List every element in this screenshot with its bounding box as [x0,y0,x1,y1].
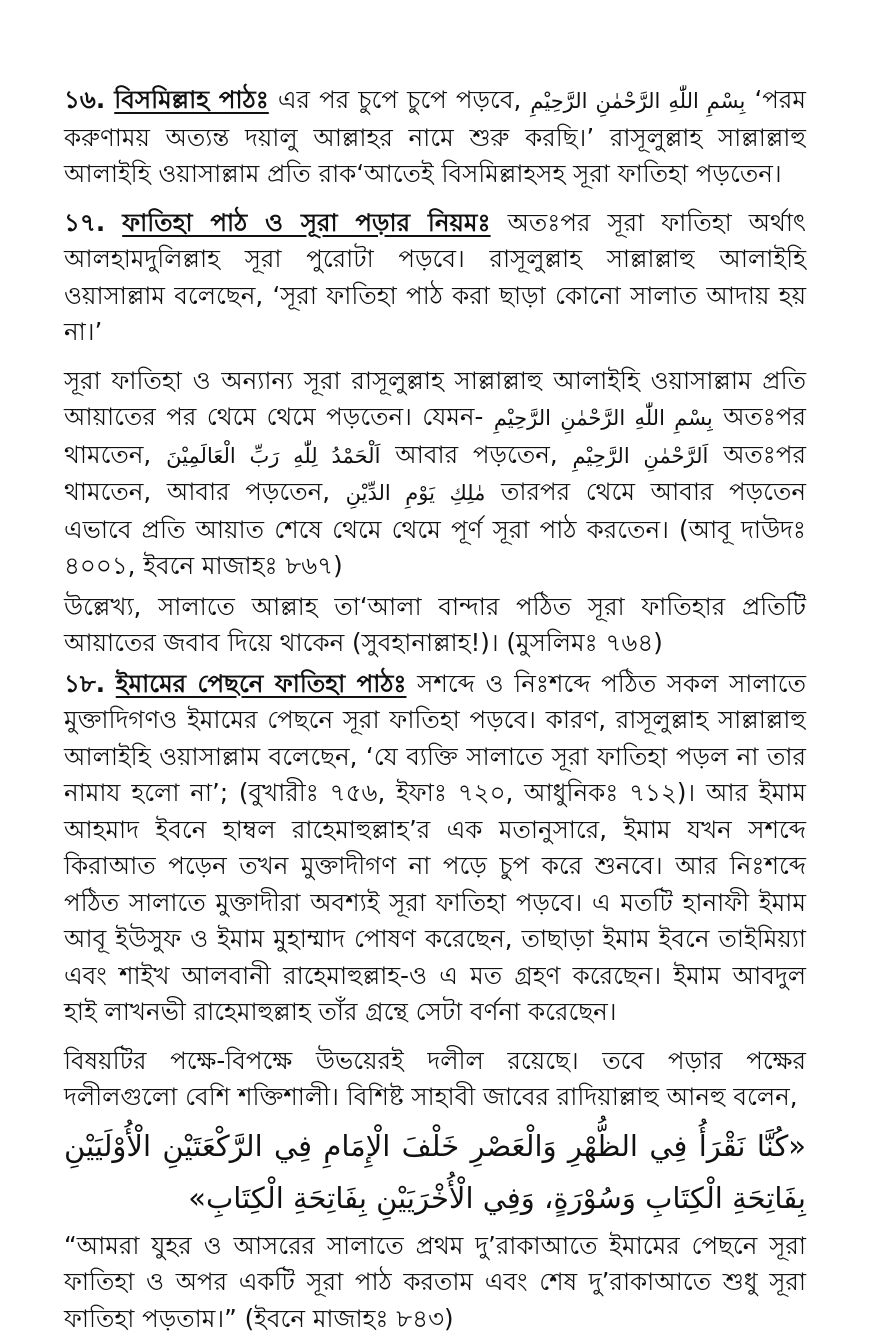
hadith-arabic-text: «كُنَّا نَقْرَأُ فِي الظُّهْرِ وَالْعَصْرِ خَلْفَ الْإِمَامِ فِي الرَّكْعَتَيْنِ الْأُوْلَيَيْنِ بِفَاتِحَةِ الْكِتَابِ وَسُوْرَةٍ، وَفِي الْأُخْرَيَيْنِ بِفَاتِحَةِ الْكِتَابِ» [64,1120,806,1224]
section-17-fatiha-rules [64,205,806,351]
section-text: সশব্দে ও নিঃশব্দে পঠিত সকল সালাতে মুক্তাদিগণও ইমামের পেছনে সূরা ফাতিহা পড়বে। কারণ, রাসূলুল্লাহ সাল্লাল্লাহু আলাইহি ওয়াসাল্লাম বলেছেন, ‘যে ব্যক্তি সালাতে সূরা ফাতিহা পড়ল না তার নামায হলো না’; (বুখারীঃ ৭৫৬, ইফাঃ ৭২০, আধুনিকঃ ৭১২)। আর ইমাম আহমাদ ইবনে হাম্বল রাহেমাহুল্লাহ’র এক মতানুসারে, ইমাম যখন সশব্দে কিরাআত পড়েন তখন মুক্তাদীগণ না পড়ে চুপ করে শুনবে। আর নিঃশব্দে পঠিত সালাতে মুক্তাদীরা অবশ্যই সূরা ফাতিহা পড়বে। এ মতটি হানাফী ইমাম আবূ ইউসুফ ও ইমাম মুহাম্মাদ পোষণ করেছেন, তাছাড়া ইমাম ইবনে তাইমিয়্যা এবং শাইখ আলবানী রাহেমাহুল্লাহ-ও এ মত গ্রহণ করেছেন। ইমাম আবদুল হাই লাখনভী রাহেমাহুল্লাহ তাঁর গ্রন্থে সেটা বর্ণনা করেছেন। [64,669,806,1027]
section-text: এর পর চুপে চুপে পড়বে, [278,85,521,114]
section-heading: বিসমিল্লাহ পাঠঃ [114,85,269,114]
section-number: ১৮. [64,669,105,698]
paragraph-text: তারপর থেমে আবার পড়তেন এভাবে প্রতি আয়াত শেষে থেমে থেমে পূর্ণ সূরা পাঠ করতেন। (আবূ দাউদঃ ৪০০১, ইবনে মাজাহঃ ৮৬৭) [64,477,806,580]
arabic-verse: اَلْحَمْدُ لِلّٰهِ رَبِّ الْعَالَمِيْنَ [166,444,380,468]
arabic-verse: بِسْمِ اللّٰهِ الرَّحْمٰنِ الرَّحِيْمِ [494,406,713,430]
section-16-bismillah [64,82,806,193]
paragraph-evidence: বিষয়টির পক্ষে-বিপক্ষে উভয়েরই দলীল রয়েছে। তবে পড়ার পক্ষের দলীলগুলো বেশি শক্তিশালী। বিশিষ্ট সাহাবী জাবের রাদিয়াল্লাহু আনহু বলেন, [64,1043,806,1116]
paragraph-verse-pauses [64,363,806,585]
section-18-behind-imam [64,666,806,1031]
arabic-verse: اَلرَّحْمٰنِ الرَّحِيْمِ [573,444,709,468]
section-heading: ফাতিহা পাঠ ও সূরা পড়ার নিয়মঃ [122,208,490,237]
paragraph-response-note: উল্লেখ্য, সালাতে আল্লাহ তা‘আলা বান্দার পঠিত সূরা ফাতিহার প্রতিটি আয়াতের জবাব দিয়ে থাকেন (সুবহানাল্লাহ!)। (মুসলিমঃ ৭৬৪) [64,589,806,662]
arabic-verse: مٰلِكِ يَوْمِ الدِّيْنِ [346,481,486,505]
section-text: ‘পরম করুণাময় অত্যন্ত দয়ালু আল্লাহর নামে শুরু করছি।’ রাসূলুল্লাহ সাল্লাল্লাহু আলাইহি ওয়াসাল্লাম প্রতি রাক‘আতেই বিসমিল্লাহসহ সূরা ফাতিহা পড়তেন। [64,85,806,188]
arabic-bismillah: بِسْمِ اللّٰهِ الرَّحْمٰنِ الرَّحِيْمِ [530,89,745,113]
section-number: ১৬. [64,85,105,114]
hadith-translation: “আমরা যুহর ও আসরের সালাতে প্রথম দু’রাকাআতে ইমামের পেছনে সূরা ফাতিহা ও অপর একটি সূরা পাঠ করতাম এবং শেষ দু’রাকাআতে শুধু সূরা ফাতিহা পড়তাম।” (ইবনে মাজাহঃ ৮৪৩) [64,1228,806,1337]
paragraph-text: সূরা ফাতিহা ও অন্যান্য সূরা রাসূলুল্লাহ সাল্লাল্লাহু আলাইহি ওয়াসাল্লাম প্রতি আয়াতের পর থেমে থেমে পড়তেন। যেমন- [64,366,806,432]
paragraph-text: অতঃপর থামতেন, আবার পড়তেন, [64,440,806,507]
paragraph-text: অতঃপর থামতেন, [64,402,806,469]
paragraph-text: আবার পড়তেন, [395,440,557,469]
section-heading: ইমামের পেছনে ফাতিহা পাঠঃ [116,669,407,698]
section-number: ১৭. [64,208,105,237]
section-text: অতঃপর সূরা ফাতিহা অর্থাৎ আলহামদুলিল্লাহ সূরা পুরোটা পড়বে। রাসূলুল্লাহ সাল্লাল্লাহু আলাইহি ওয়াসাল্লাম বলেছেন, ‘সূরা ফাতিহা পাঠ করা ছাড়া কোনো সালাত আদায় হয় না।’ [64,208,806,347]
